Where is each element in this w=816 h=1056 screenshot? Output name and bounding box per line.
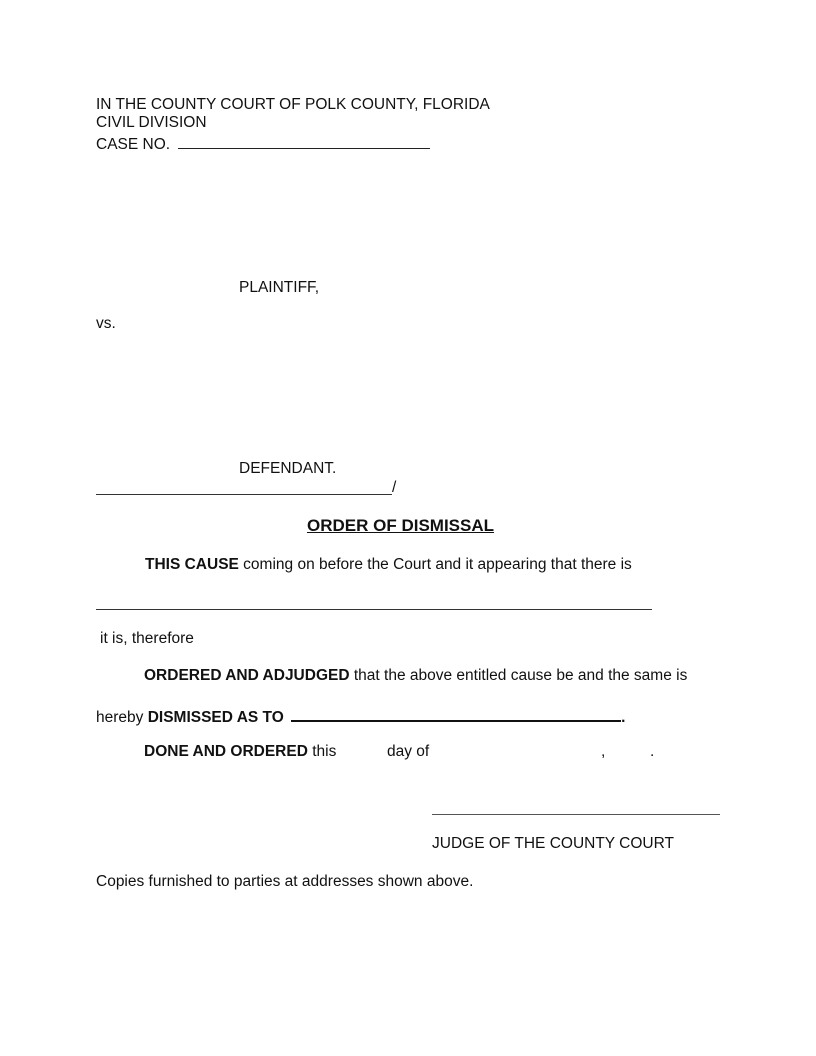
caption-slash: / [392, 479, 397, 496]
this-cause-paragraph [145, 556, 632, 574]
year-field[interactable] [610, 743, 648, 761]
done-ordered-row [144, 743, 336, 761]
dismissed-party-field[interactable] [291, 705, 621, 722]
case-number-row [96, 132, 430, 154]
dismissal-reason-field[interactable] [96, 591, 652, 610]
caption-divider [96, 494, 392, 495]
ordered-adjudged-text: that the above entitled cause be and the same is [349, 667, 688, 684]
this-cause-text: coming on before the Court and it appearing that there is [238, 556, 632, 573]
judge-signature-line[interactable] [432, 796, 720, 815]
done-ordered-label: DONE AND ORDERED [144, 743, 308, 760]
month-field[interactable] [436, 743, 596, 761]
judge-title: JUDGE OF THE COUNTY COURT [432, 835, 674, 852]
document-title: ORDER OF DISMISSAL [307, 516, 495, 535]
case-number-field[interactable] [178, 132, 430, 149]
day-field[interactable] [348, 743, 384, 761]
defendant-name-field[interactable] [96, 410, 396, 428]
dismissed-period: . [621, 709, 626, 726]
ordered-adjudged-paragraph [144, 667, 687, 685]
copies-furnished-note: Copies furnished to parties at addresses shown above. [96, 873, 474, 890]
ordered-adjudged-label: ORDERED AND ADJUDGED [144, 667, 350, 684]
dismissed-as-to-row [96, 705, 625, 727]
date-comma: , [601, 743, 606, 760]
hereby-text: hereby [96, 709, 148, 726]
date-period: . [650, 743, 655, 760]
court-heading: IN THE COUNTY COURT OF POLK COUNTY, FLORIDA [96, 96, 490, 113]
done-this-text: this [307, 743, 337, 760]
division-heading: CIVIL DIVISION [96, 114, 207, 131]
case-number-label: CASE NO. [96, 136, 171, 153]
dismissed-as-to-label: DISMISSED AS TO [147, 709, 284, 726]
therefore-text: it is, therefore [100, 630, 194, 647]
plaintiff-label: PLAINTIFF, [239, 279, 320, 296]
day-of-text: day of [387, 743, 430, 760]
versus-label: vs. [96, 315, 116, 332]
defendant-label: DEFENDANT. [239, 460, 337, 477]
this-cause-label: THIS CAUSE [145, 556, 239, 573]
plaintiff-name-field[interactable] [96, 230, 396, 248]
